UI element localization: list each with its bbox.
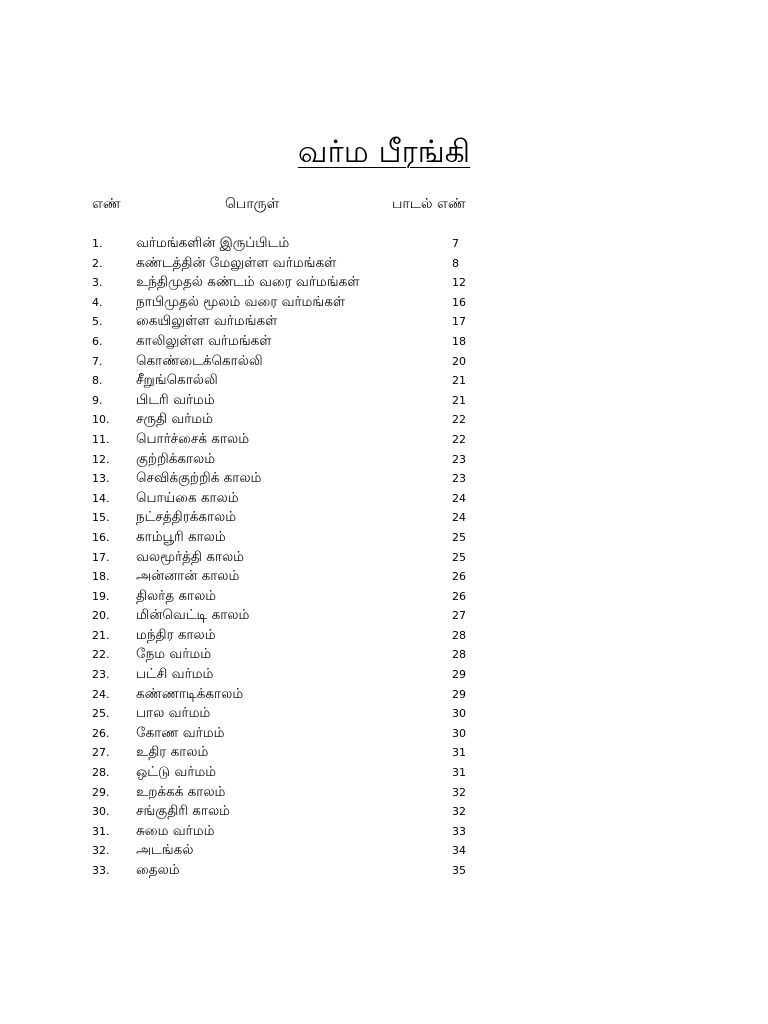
item-number: 15.: [92, 511, 110, 525]
item-topic: குற்றிக்காலம்: [136, 450, 216, 467]
list-item: [0, 254, 768, 274]
item-number: 12.: [92, 452, 110, 466]
item-song-number: 25: [452, 530, 466, 544]
item-topic: சருதி வர்மம்: [136, 411, 214, 428]
item-song-number: 16: [452, 295, 466, 309]
item-topic: நட்சத்திரக்காலம்: [136, 509, 237, 526]
list-item: [0, 352, 768, 372]
header-song-number: பாடல் எண்: [392, 196, 466, 212]
item-topic: பொய்கை காலம்: [136, 489, 239, 506]
item-number: 4.: [92, 295, 103, 309]
item-topic: வர்மங்களின் இருப்பிடம்: [136, 235, 290, 251]
index-list: [0, 234, 768, 881]
item-song-number: 25: [452, 550, 466, 564]
list-item: [0, 371, 768, 391]
item-topic: தைலம்: [136, 862, 180, 878]
item-song-number: 21: [452, 374, 466, 388]
item-topic: நாபிமுதல் மூலம் வரை வர்மங்கள்: [136, 293, 346, 310]
item-number: 6.: [92, 334, 103, 348]
list-item: [0, 626, 768, 646]
list-item: [0, 743, 768, 763]
item-topic: சீறுங்கொல்லி: [136, 372, 218, 389]
item-song-number: 12: [452, 276, 466, 290]
item-topic: பட்சி வர்மம்: [136, 666, 214, 683]
item-number: 9.: [92, 393, 103, 407]
list-item: [0, 861, 768, 881]
item-topic: உதிர காலம்: [136, 744, 209, 761]
item-number: 1.: [92, 237, 103, 250]
list-item: [0, 606, 768, 626]
page-title-text: வர்ம பீரங்கி: [297, 134, 471, 170]
item-topic: பொர்ச்சைக் காலம்: [136, 430, 250, 447]
item-number: 16.: [92, 530, 110, 544]
list-item: [0, 469, 768, 489]
header-subject: பொருள்: [225, 196, 280, 212]
list-item: [0, 783, 768, 803]
item-song-number: 7: [452, 237, 459, 250]
item-song-number: 27: [452, 609, 466, 623]
list-item: [0, 685, 768, 705]
list-item: [0, 508, 768, 528]
item-number: 11.: [92, 432, 110, 446]
item-topic: செவிக்குற்றிக் காலம்: [136, 470, 262, 487]
item-number: 8.: [92, 374, 103, 388]
item-topic: உறக்கக் காலம்: [136, 783, 226, 800]
item-number: 17.: [92, 550, 110, 564]
list-item: [0, 704, 768, 724]
item-number: 33.: [92, 864, 110, 877]
item-topic: கையிலுள்ள வர்மங்கள்: [136, 313, 278, 330]
item-song-number: 23: [452, 472, 466, 486]
item-song-number: 22: [452, 432, 466, 446]
list-item: [0, 567, 768, 587]
item-song-number: 26: [452, 589, 466, 603]
item-topic: உந்திமுதல் கண்டம் வரை வர்மங்கள்: [136, 274, 360, 291]
list-item: [0, 234, 768, 254]
item-topic: கண்டத்தின் மேலுள்ள வர்மங்கள்: [136, 254, 337, 271]
list-item: [0, 841, 768, 861]
item-song-number: 34: [452, 844, 466, 858]
item-number: 25.: [92, 707, 110, 721]
item-song-number: 31: [452, 746, 466, 760]
list-item: [0, 587, 768, 607]
list-item: [0, 822, 768, 842]
item-topic: சங்குதிரி காலம்: [136, 803, 231, 820]
item-topic: வலமூர்த்தி காலம்: [136, 548, 245, 565]
list-item: [0, 665, 768, 685]
item-song-number: 35: [452, 864, 466, 877]
item-song-number: 8: [452, 256, 459, 270]
item-number: 27.: [92, 746, 110, 760]
item-number: 14.: [92, 491, 110, 505]
list-item: [0, 802, 768, 822]
item-song-number: 17: [452, 315, 466, 329]
item-song-number: 33: [452, 824, 466, 838]
item-song-number: 29: [452, 668, 466, 682]
item-topic: பிடரி வர்மம்: [136, 391, 215, 408]
list-item: [0, 410, 768, 430]
table-header: [0, 196, 768, 216]
item-topic: மந்திர காலம்: [136, 626, 216, 643]
list-item: [0, 724, 768, 744]
item-number: 26.: [92, 726, 110, 740]
item-number: 24.: [92, 687, 110, 701]
item-song-number: 26: [452, 570, 466, 584]
item-number: 3.: [92, 276, 103, 290]
item-topic: மின்வெட்டி காலம்: [136, 607, 250, 624]
item-song-number: 23: [452, 452, 466, 466]
list-item: [0, 430, 768, 450]
list-item: [0, 548, 768, 568]
item-topic: கோண வர்மம்: [136, 724, 225, 741]
item-topic: ஒட்டு வர்மம்: [136, 764, 217, 781]
item-number: 2.: [92, 256, 103, 270]
item-topic: சுமை வர்மம்: [136, 822, 215, 839]
item-number: 7.: [92, 354, 103, 368]
page-title: [0, 130, 768, 174]
list-item: [0, 450, 768, 470]
list-item: [0, 293, 768, 313]
item-topic: கொண்டைக்கொல்லி: [136, 352, 263, 369]
item-number: 19.: [92, 589, 110, 603]
item-song-number: 30: [452, 707, 466, 721]
item-topic: காம்பூரி காலம்: [136, 528, 226, 545]
list-item: [0, 391, 768, 411]
item-song-number: 24: [452, 491, 466, 505]
list-item: [0, 489, 768, 509]
item-number: 23.: [92, 668, 110, 682]
item-number: 10.: [92, 413, 110, 427]
item-topic: பால வர்மம்: [136, 705, 211, 722]
item-number: 22.: [92, 648, 110, 662]
item-number: 13.: [92, 472, 110, 486]
item-song-number: 21: [452, 393, 466, 407]
item-number: 5.: [92, 315, 103, 329]
list-item: [0, 312, 768, 332]
item-topic: அடங்கல்: [136, 842, 194, 859]
item-song-number: 30: [452, 726, 466, 740]
list-item: [0, 763, 768, 783]
list-item: [0, 528, 768, 548]
item-song-number: 32: [452, 805, 466, 819]
item-song-number: 20: [452, 354, 466, 368]
item-song-number: 24: [452, 511, 466, 525]
item-song-number: 31: [452, 766, 466, 780]
item-song-number: 32: [452, 785, 466, 799]
list-item: [0, 332, 768, 352]
item-song-number: 22: [452, 413, 466, 427]
item-number: 28.: [92, 766, 110, 780]
item-number: 18.: [92, 570, 110, 584]
item-number: 30.: [92, 805, 110, 819]
item-song-number: 18: [452, 334, 466, 348]
item-topic: நேம வர்மம்: [136, 646, 212, 663]
item-number: 20.: [92, 609, 110, 623]
item-number: 21.: [92, 628, 110, 642]
header-number: எண்: [92, 196, 121, 212]
item-song-number: 29: [452, 687, 466, 701]
item-topic: காலிலுள்ள வர்மங்கள்: [136, 332, 272, 349]
item-number: 31.: [92, 824, 110, 838]
item-song-number: 28: [452, 648, 466, 662]
list-item: [0, 273, 768, 293]
item-topic: கண்ணாடிக்காலம்: [136, 685, 244, 702]
item-topic: அன்னான் காலம்: [136, 568, 240, 585]
item-number: 29.: [92, 785, 110, 799]
item-topic: திலர்த காலம்: [136, 587, 217, 604]
list-item: [0, 645, 768, 665]
item-song-number: 28: [452, 628, 466, 642]
item-number: 32.: [92, 844, 110, 858]
